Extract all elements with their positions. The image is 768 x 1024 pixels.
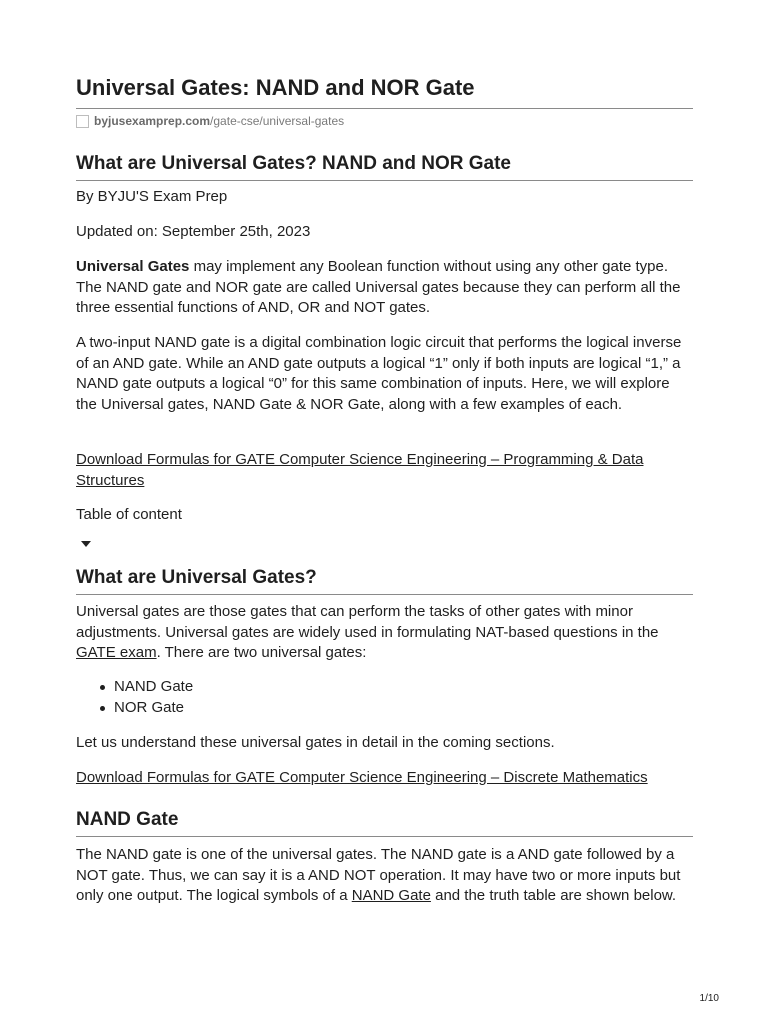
page-number: 1/10 — [699, 993, 719, 1004]
paragraph-text-end: and the truth table are shown below. — [430, 887, 677, 904]
universal-gates-paragraph — [76, 602, 693, 664]
section-divider-3 — [76, 836, 693, 837]
section-heading-2: What are Universal Gates? — [76, 567, 317, 588]
byline: By BYJU'S Exam Prep — [76, 188, 228, 205]
section-divider-2 — [76, 594, 693, 595]
section-heading-3: NAND Gate — [76, 809, 179, 830]
title-divider — [76, 108, 693, 109]
section-divider-1 — [76, 180, 693, 181]
download-formulas-link-2[interactable]: Download Formulas for GATE Computer Science Engineering – Discrete Mathematics — [76, 769, 648, 786]
paragraph-text-end: . There are two universal gates: — [156, 644, 367, 661]
intro-paragraph — [76, 257, 693, 319]
source-url[interactable] — [76, 114, 344, 128]
source-domain: byjusexamprep.com — [94, 114, 211, 128]
nand-gate-paragraph — [76, 845, 693, 907]
nand-intro-paragraph: A two-input NAND gate is a digital combination logic circuit that performs the logical inverse of an AND gate. While an AND gate outputs a logical “1” only if both inputs are logical “1,” a NAND gate outputs a logical “0” for this same combination of inputs. Here, we will explore the Universal gates, NAND Gate & NOR Gate, along with a few examples of each. — [76, 334, 682, 413]
download-formulas-link-1[interactable]: Download Formulas for GATE Computer Science Engineering – Programming & Data Structures — [76, 451, 644, 489]
updated-date: Updated on: September 25th, 2023 — [76, 223, 311, 240]
list-item: NOR Gate — [76, 698, 193, 719]
download-link-paragraph-1 — [76, 450, 693, 491]
favicon-icon — [76, 115, 89, 128]
gate-exam-link[interactable]: GATE exam — [76, 644, 157, 661]
nand-gate-link[interactable]: NAND Gate — [351, 887, 431, 904]
intro-bold: Universal Gates — [76, 258, 190, 275]
section-heading-1: What are Universal Gates? NAND and NOR Gate — [76, 153, 511, 174]
toc-expand-caret-icon[interactable] — [81, 541, 91, 547]
download-link-paragraph-2 — [76, 768, 693, 789]
list-item: NAND Gate — [76, 677, 193, 698]
intro-text: may implement any Boolean function without using any other gate type. The NAND gate and NOR gate are called Universal gates because they can perform all the three essential functions of AND, OR and NOT gates. — [76, 258, 681, 316]
paragraph-text: Universal gates are those gates that can perform the tasks of other gates with minor adjustments. Universal gates are widely used in formulating NAT-based questions in the — [76, 603, 659, 641]
source-path: /gate-cse/universal-gates — [210, 114, 345, 128]
universal-gates-list — [76, 677, 193, 718]
table-of-content-label: Table of content — [76, 506, 182, 523]
followup-text: Let us understand these universal gates in detail in the coming sections. — [76, 734, 555, 751]
paragraph-text: The NAND gate is one of the universal gates. The NAND gate is a AND gate followed by a NOT gate. Thus, we can say it is a AND NOT operation. It may have two or more inputs but only one output. The logical symbols of a — [76, 846, 681, 904]
page-title: Universal Gates: NAND and NOR Gate — [76, 75, 475, 100]
